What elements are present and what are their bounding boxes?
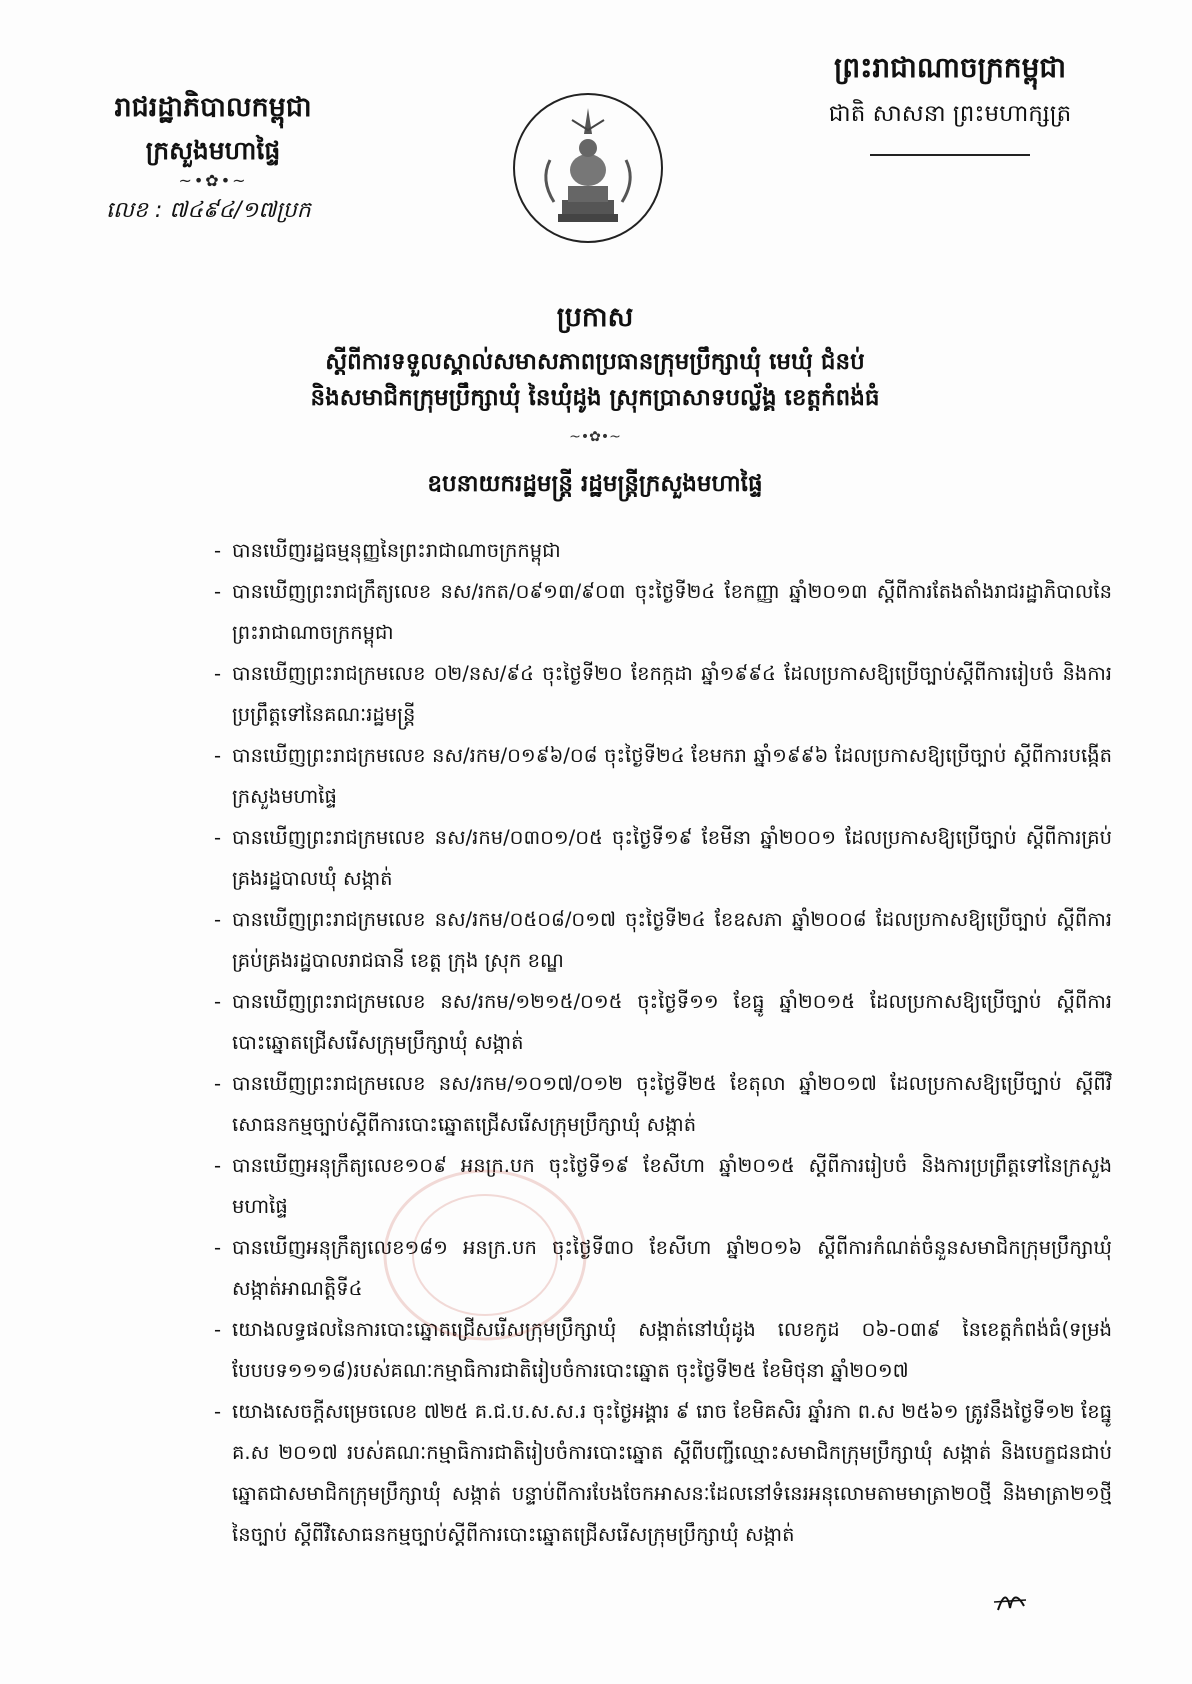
dash-bullet: - xyxy=(214,580,222,603)
list-item xyxy=(214,735,1112,817)
signatory-title: ឧបនាយករដ្ឋមន្ត្រី រដ្ឋមន្ត្រីក្រសួងមហាផ្ទៃ xyxy=(427,471,763,497)
list-item xyxy=(214,1309,1112,1391)
list-item xyxy=(214,530,1112,571)
list-item xyxy=(214,571,1112,653)
document-type: ប្រកាស xyxy=(556,302,634,333)
kingdom-name: ព្រះរាជាណាចក្រកម្ពុជា xyxy=(833,51,1066,84)
issuer-header xyxy=(88,88,338,228)
ministry-name: ក្រសួងមហាផ្ទៃ xyxy=(145,136,281,165)
dash-bullet: - xyxy=(214,1154,222,1177)
dash-bullet: - xyxy=(214,908,222,931)
item-text: បានឃើញអនុក្រឹត្យលេខ១៨១ អនក្រ.បក ចុះថ្ងៃទី៣០ ខែសីហា ឆ្នាំ២០១៦ ស្តីពីការកំណត់ចំនួនសមាជិកក្រុមប្រឹក្សាឃុំ សង្កាត់អាណត្តិទី៤ xyxy=(232,1236,1112,1300)
national-motto: ជាតិ សាសនា ព្រះមហាក្សត្រ xyxy=(828,101,1072,127)
kingdom-header xyxy=(780,48,1120,156)
item-text: បានឃើញព្រះរាជក្រមលេខ នស/រកម/០៣០១/០៥ ចុះថ្ងៃទី១៩ ខែមីនា ឆ្នាំ២០០១ ដែលប្រកាសឱ្យប្រើច្បាប់ ស្តីពីការគ្រប់គ្រងរដ្ឋបាលឃុំ សង្កាត់ xyxy=(232,826,1112,890)
item-text: បានឃើញព្រះរាជក្រមលេខ នស/រកម/០១៩៦/០៨ ចុះថ្ងៃទី២៤ ខែមករា ឆ្នាំ១៩៩៦ ដែលប្រកាសឱ្យប្រើច្បាប់ ស្តីពីការបង្កើតក្រសួងមហាផ្ទៃ xyxy=(232,744,1112,808)
item-text: បានឃើញព្រះរាជក្រឹត្យលេខ នស/រកត/០៩១៣/៩០៣ ចុះថ្ងៃទី២៤ ខែកញ្ញា ឆ្នាំ២០១៣ ស្តីពីការតែងតាំងរាជរដ្ឋាភិបាលនៃព្រះរាជាណាចក្រកម្ពុជា xyxy=(232,580,1112,644)
considerations-list xyxy=(214,530,1112,1555)
list-item xyxy=(214,899,1112,981)
government-name: រាជរដ្ឋាភិបាលកម្ពុជា xyxy=(114,92,312,123)
list-item xyxy=(214,1391,1112,1555)
subject-line-2: និងសមាជិកក្រុមប្រឹក្សាឃុំ នៃឃុំដូង ស្រុកប្រាសាទបល្ល័ង្គ ខេត្តកំពង់ធំ xyxy=(310,385,880,411)
initials-mark-icon xyxy=(990,1580,1030,1620)
dash-bullet: - xyxy=(214,826,222,849)
title-block xyxy=(150,298,1040,502)
item-text: បានឃើញព្រះរាជក្រមលេខ នស/រកម/១០១៧/០១២ ចុះថ្ងៃទី២៥ ខែតុលា ឆ្នាំ២០១៧ ដែលប្រកាសឱ្យប្រើច្បាប់ ស្តីពីវិសោធនកម្មច្បាប់ស្តីពីការបោះឆ្នោតជ្រើសរើសក្រុមប្រឹក្សាឃុំ សង្កាត់ xyxy=(232,1072,1112,1136)
dash-bullet: - xyxy=(214,1400,222,1423)
subject-line-1: ស្តីពីការទទួលស្គាល់សមាសភាពប្រធានក្រុមប្រឹក្សាឃុំ មេឃុំ ជំនប់ xyxy=(325,349,865,375)
dash-bullet: - xyxy=(214,990,222,1013)
royal-emblem-icon xyxy=(510,90,666,246)
dash-bullet: - xyxy=(214,1318,222,1341)
dash-bullet: - xyxy=(214,539,222,562)
list-item xyxy=(214,817,1112,899)
item-text: យោងសេចក្តីសម្រេចលេខ ៧២៥ គ.ជ.ប.ស.ស.រ ចុះថ្ងៃអង្គារ ៩ រោច ខែមិគសិរ ឆ្នាំរកា ព.ស ២៥៦១ ត្រូវនឹងថ្ងៃទី១២ ខែធ្នូ គ.ស ២០១៧ របស់គណៈកម្មាធិការជាតិរៀបចំការបោះឆ្នោត ស្តីពីបញ្ជីឈ្មោះសមាជិកក្រុមប្រឹក្សាឃុំ សង្កាត់ និងបេក្ខជនជាប់ឆ្នោតជាសមាជិកក្រុមប្រឹក្សាឃុំ សង្កាត់ បន្ទាប់ពីការបែងចែកអាសនៈដែលនៅទំនេរអនុលោមតាមមាត្រា២០ថ្មី និងមាត្រា២១ថ្មី នៃច្បាប់ ស្តីពីវិសោធនកម្មច្បាប់ស្តីពីការបោះឆ្នោតជ្រើសរើសក្រុមប្រឹក្សាឃុំ សង្កាត់ xyxy=(232,1400,1112,1546)
dash-bullet: - xyxy=(214,1072,222,1095)
list-item xyxy=(214,981,1112,1063)
item-text: បានឃើញព្រះរាជក្រមលេខ ០២/នស/៩៤ ចុះថ្ងៃទី២០ ខែកក្កដា ឆ្នាំ១៩៩៤ ដែលប្រកាសឱ្យប្រើច្បាប់ស្តីពីការរៀបចំ និងការប្រព្រឹត្តទៅនៃគណៈរដ្ឋមន្ត្រី xyxy=(232,662,1112,726)
list-item xyxy=(214,1227,1112,1309)
reference-number: លេខ : ៧៤៩៤/១៧ប្រក xyxy=(106,198,311,223)
item-text: បានឃើញអនុក្រឹត្យលេខ១០៩ អនក្រ.បក ចុះថ្ងៃទី១៩ ខែសីហា ឆ្នាំ២០១៥ ស្តីពីការរៀបចំ និងការប្រព្រឹត្តទៅនៃក្រសួងមហាផ្ទៃ xyxy=(232,1154,1112,1218)
item-text: យោងលទ្ធផលនៃការបោះឆ្នោតជ្រើសរើសក្រុមប្រឹក្សាឃុំ សង្កាត់នៅឃុំដូង លេខកូដ ០៦-០៣៩ នៃខេត្តកំពង់ធំ(ទម្រង់បែបបទ១១១៨)របស់គណៈកម្មាធិការជាតិរៀបចំការបោះឆ្នោត ចុះថ្ងៃទី២៥ ខែមិថុនា ឆ្នាំ២០១៧ xyxy=(232,1318,1112,1382)
item-text: បានឃើញព្រះរាជក្រមលេខ នស/រកម/១២១៥/០១៥ ចុះថ្ងៃទី១១ ខែធ្នូ ឆ្នាំ២០១៥ ដែលប្រកាសឱ្យប្រើច្បាប់ ស្តីពីការបោះឆ្នោតជ្រើសរើសក្រុមប្រឹក្សាឃុំ សង្កាត់ xyxy=(232,990,1112,1054)
dash-bullet: - xyxy=(214,1236,222,1259)
ornament-divider: ~•✿•~ xyxy=(178,171,248,190)
item-text: បានឃើញរដ្ឋធម្មនុញ្ញនៃព្រះរាជាណាចក្រកម្ពុជា xyxy=(232,539,561,562)
faded-seal-icon xyxy=(380,1165,590,1345)
item-text: បានឃើញព្រះរាជក្រមលេខ នស/រកម/០៥០៨/០១៧ ចុះថ្ងៃទី២៤ ខែឧសភា ឆ្នាំ២០០៨ ដែលប្រកាសឱ្យប្រើច្បាប់ ស្តីពីការគ្រប់គ្រងរដ្ឋបាលរាជធានី ខេត្ត ក្រុង ស្រុក ខណ្ឌ xyxy=(232,908,1112,972)
motto-underline xyxy=(870,154,1030,156)
dash-bullet: - xyxy=(214,662,222,685)
list-item xyxy=(214,1145,1112,1227)
list-item xyxy=(214,653,1112,735)
title-ornament: ~•✿•~ xyxy=(569,429,621,445)
dash-bullet: - xyxy=(214,744,222,767)
list-item xyxy=(214,1063,1112,1145)
